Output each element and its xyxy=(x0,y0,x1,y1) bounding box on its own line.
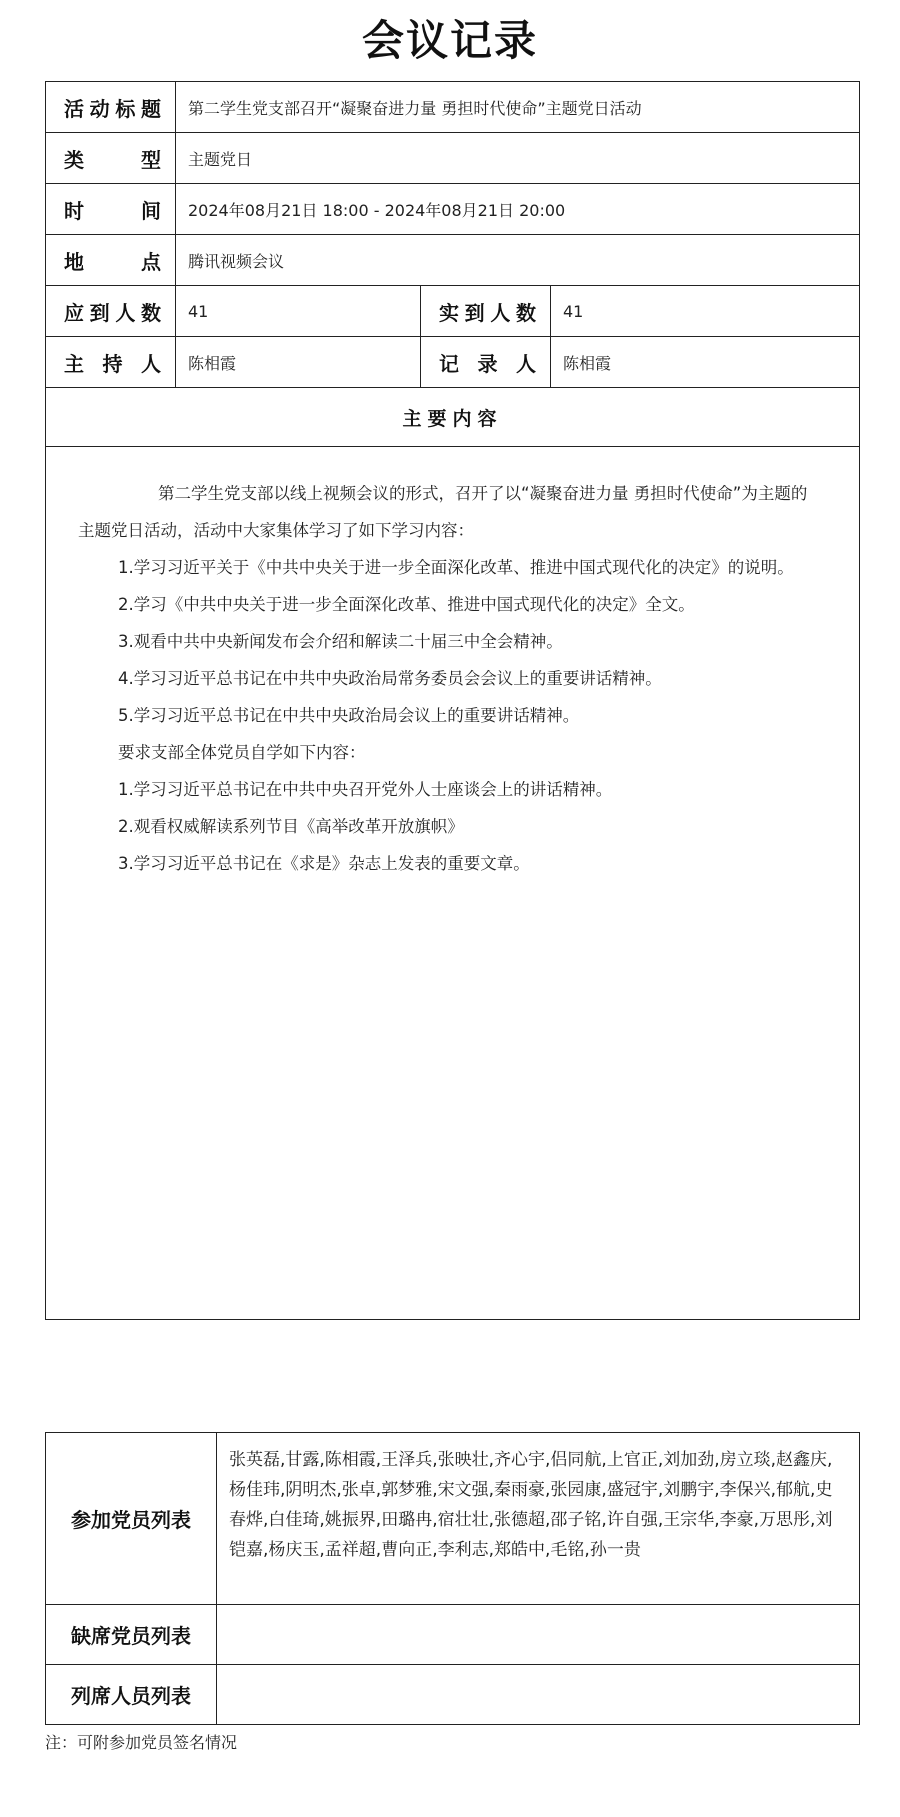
participants-label: 参加党员列表 xyxy=(46,1433,217,1605)
activity-title-value: 第二学生党支部召开“凝聚奋进力量 勇担时代使命”主题党日活动 xyxy=(176,82,860,133)
expected-count-value: 41 xyxy=(176,286,421,337)
footnote: 注：可附参加党员签名情况 xyxy=(45,1733,238,1752)
actual-count-label: 实到人数 xyxy=(421,286,551,337)
location-label: 地 点 xyxy=(46,235,176,286)
content-item: 5.学习习近平总书记在中共中央政治局会议上的重要讲话精神。 xyxy=(118,706,580,725)
host-value: 陈相霞 xyxy=(176,337,421,388)
absent-list xyxy=(217,1605,860,1665)
content-item: 2.观看权威解读系列节目《高举改革开放旗帜》 xyxy=(118,817,464,836)
time-value: 2024年08月21日 18:00 - 2024年08月21日 20:00 xyxy=(176,184,860,235)
activity-title-label: 活动标题 xyxy=(46,82,176,133)
location-value: 腾讯视频会议 xyxy=(176,235,860,286)
content-paragraph-intro: 第二学生党支部以线上视频会议的形式，召开了以“凝聚奋进力量 勇担时代使命”为主题的主题党日活动，活动中大家集体学习了如下学习内容： xyxy=(78,484,808,540)
attendance-table xyxy=(45,1432,860,1725)
expected-count-label: 应到人数 xyxy=(46,286,176,337)
content-item: 3.观看中共中央新闻发布会介绍和解读二十届三中全会精神。 xyxy=(118,632,563,651)
content-item: 2.学习《中共中央关于进一步全面深化改革、推进中国式现代化的决定》全文。 xyxy=(118,595,695,614)
content-item: 1.学习习近平关于《中共中央关于进一步全面深化改革、推进中国式现代化的决定》的说明。 xyxy=(118,558,794,577)
recorder-label: 记 录 人 xyxy=(421,337,551,388)
attending-list xyxy=(217,1665,860,1725)
content-item: 1.学习习近平总书记在中共中央召开党外人士座谈会上的讲话精神。 xyxy=(118,780,613,799)
content-item: 3.学习习近平总书记在《求是》杂志上发表的重要文章。 xyxy=(118,854,530,873)
attending-label: 列席人员列表 xyxy=(46,1665,217,1725)
self-study-intro: 要求支部全体党员自学如下内容： xyxy=(118,743,366,762)
meeting-info-table xyxy=(45,81,860,1320)
content-item: 4.学习习近平总书记在中共中央政治局常务委员会会议上的重要讲话精神。 xyxy=(118,669,662,688)
main-content-body xyxy=(46,447,860,1320)
type-value: 主题党日 xyxy=(176,133,860,184)
recorder-value: 陈相霞 xyxy=(551,337,860,388)
main-content-heading: 主要内容 xyxy=(46,388,860,447)
document-title: 会议记录 xyxy=(361,16,538,65)
absent-label: 缺席党员列表 xyxy=(46,1605,217,1665)
participants-list: 张英磊,甘露,陈相霞,王泽兵,张映壮,齐心宇,侣同航,上官正,刘加劲,房立琰,赵鑫庆,杨佳玮,阴明杰,张卓,郭梦雅,宋文强,秦雨豪,张园康,盛冠宇,刘鹏宇,李保兴,郁航,史春烨,白佳琦,姚振界,田璐冉,宿壮壮,张德超,邵子铭,许自强,王宗华,李豪,万思彤,刘铠嘉,杨庆玉,孟祥超,曹向正,李利志,郑皓中,毛铭,孙一贵 xyxy=(217,1433,860,1605)
time-label: 时 间 xyxy=(46,184,176,235)
host-label: 主 持 人 xyxy=(46,337,176,388)
actual-count-value: 41 xyxy=(551,286,860,337)
type-label: 类 型 xyxy=(46,133,176,184)
